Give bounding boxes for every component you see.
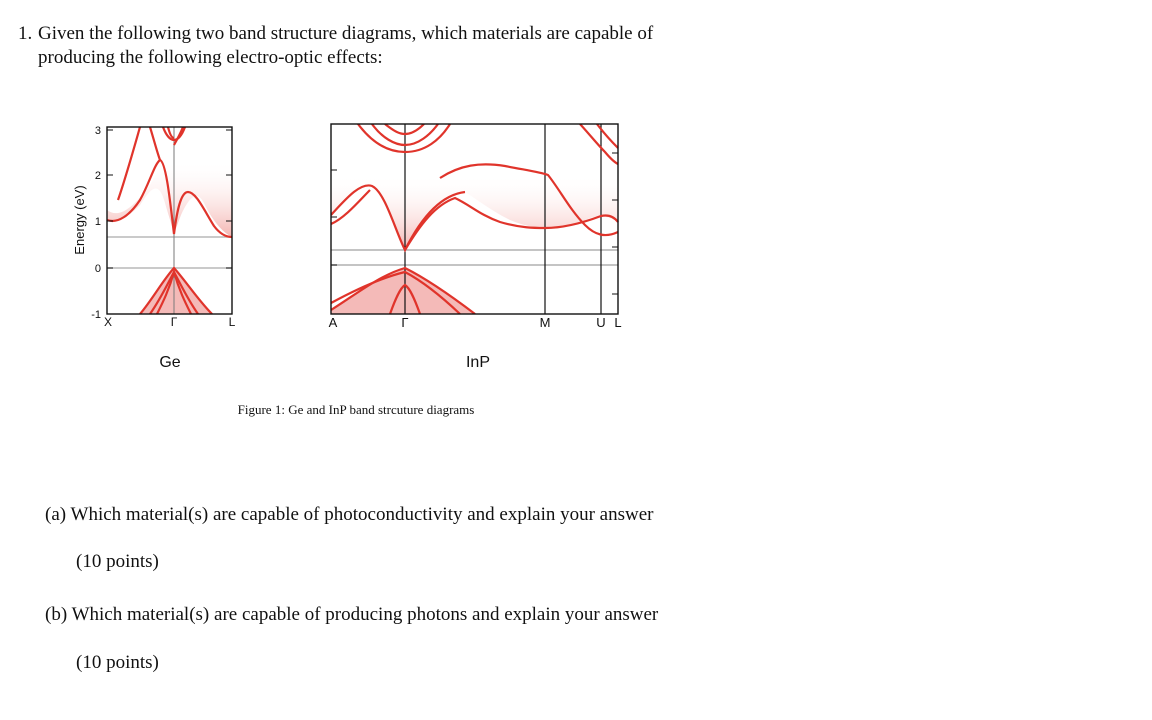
- inp-k-label: A: [328, 315, 338, 330]
- ge-y-tick-label: 1: [94, 216, 101, 228]
- ge-material-name: Ge: [159, 354, 181, 371]
- ge-panel: [72, 125, 236, 371]
- figure-caption: Figure 1: Ge and InP band strcuture diagrams: [237, 402, 475, 417]
- question-line-1-text: Given the following two band structure diagrams, which materials are capable of: [38, 23, 654, 44]
- part-a-label: (a): [45, 504, 67, 525]
- inp-k-label: M: [539, 315, 551, 330]
- part-b-label: (b): [45, 604, 68, 625]
- inp-k-label: U: [596, 315, 606, 330]
- ge-y-tick-label: 2: [94, 170, 101, 182]
- inp-material-name: InP: [465, 354, 491, 371]
- ge-y-tick-label: 0: [94, 263, 101, 275]
- ge-k-labels: [104, 315, 236, 329]
- part-a: [45, 503, 654, 527]
- inp-k-label: L: [614, 315, 622, 330]
- ge-y-tick-label: 3: [94, 125, 101, 137]
- part-b-points: (10 points): [76, 652, 159, 673]
- ge-k-label: X: [103, 315, 113, 329]
- inp-k-labels: [329, 315, 622, 330]
- ge-k-label: Γ: [170, 315, 178, 329]
- ge-y-axis-label: Energy (eV): [72, 185, 87, 255]
- part-b: [45, 603, 658, 627]
- part-a-points: (10 points): [76, 551, 159, 572]
- part-b-text: Which material(s) are capable of producing photons and explain your answer: [71, 604, 659, 625]
- inp-panel: [329, 124, 622, 371]
- part-a-text: Which material(s) are capable of photoconductivity and explain your answer: [70, 504, 654, 525]
- inp-k-label: Γ: [401, 315, 409, 330]
- ge-y-tick-label: -1: [91, 309, 101, 321]
- question-number: 1.: [18, 23, 33, 44]
- ge-y-tick-labels: [91, 125, 101, 321]
- question-line-2: producing the following electro-optic effects:: [38, 47, 383, 68]
- ge-k-label: L: [228, 315, 236, 329]
